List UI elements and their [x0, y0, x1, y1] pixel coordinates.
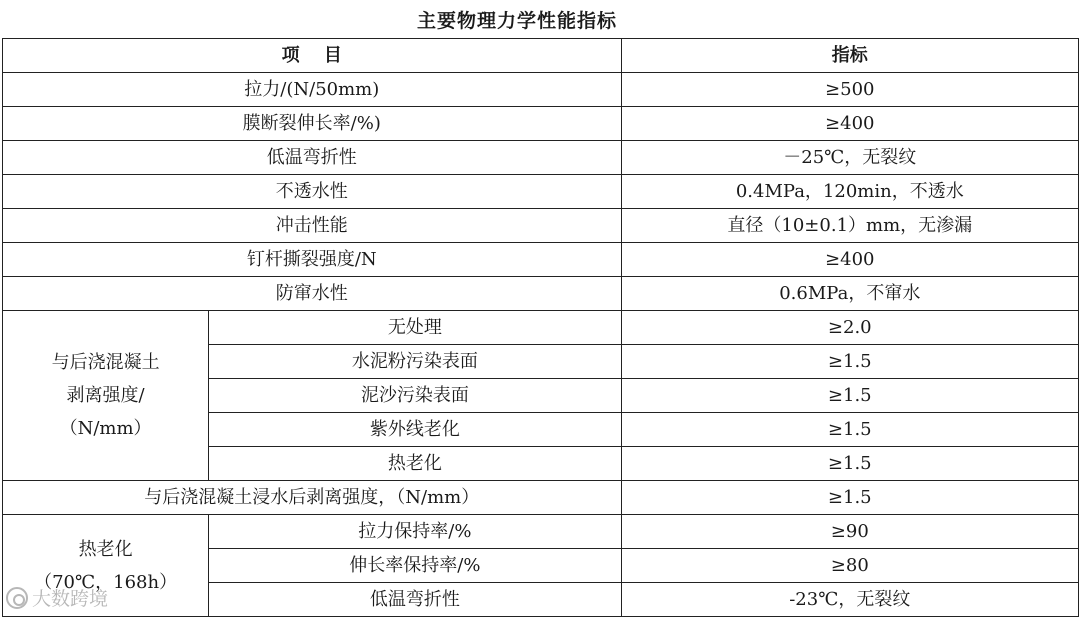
- table-row: [3, 515, 1079, 549]
- table-row: [3, 243, 1079, 277]
- row-item: 钉杆撕裂强度/N: [3, 243, 622, 277]
- row-value: ≥2.0: [621, 311, 1078, 345]
- row-item: 低温弯折性: [209, 583, 621, 617]
- watermark-text: 大数跨境: [32, 588, 109, 610]
- row-item: 水泥粉污染表面: [209, 345, 621, 379]
- performance-table: [2, 38, 1079, 617]
- row-value: -23℃，无裂纹: [621, 583, 1078, 617]
- row-value: ≥1.5: [621, 447, 1078, 481]
- logo-icon: [6, 587, 28, 609]
- row-value: ≥1.5: [621, 379, 1078, 413]
- row-item: 防窜水性: [3, 277, 622, 311]
- table-row: [3, 311, 1079, 345]
- header-item: 项 目: [3, 39, 622, 73]
- watermark: [6, 584, 108, 611]
- table-title: 主要物理力学性能指标: [416, 10, 617, 32]
- table-row: [3, 277, 1079, 311]
- row-value: ≥500: [621, 73, 1078, 107]
- row-value: ≥90: [621, 515, 1078, 549]
- row-value: ≥1.5: [621, 481, 1078, 515]
- row-item: 泥沙污染表面: [209, 379, 621, 413]
- row-value: 0.4MPa，120min，不透水: [621, 175, 1078, 209]
- row-value: －25℃，无裂纹: [621, 141, 1078, 175]
- table-row: [3, 209, 1079, 243]
- table-header-row: [3, 39, 1079, 73]
- row-item: 无处理: [209, 311, 621, 345]
- heat-label-line: 热老化: [78, 538, 133, 560]
- row-item: 拉力保持率/%: [209, 515, 621, 549]
- row-item: 伸长率保持率/%: [209, 549, 621, 583]
- peel-group-label: [3, 311, 209, 481]
- heat-label-line: （70℃，168h）: [34, 571, 178, 593]
- row-value: 直径（10±0.1）mm，无渗漏: [621, 209, 1078, 243]
- row-item: 与后浇混凝土浸水后剥离强度，（N/mm）: [3, 481, 622, 515]
- table-row: [3, 73, 1079, 107]
- row-item: 紫外线老化: [209, 413, 621, 447]
- table-row: [3, 175, 1079, 209]
- row-item: 低温弯折性: [3, 141, 622, 175]
- row-value: ≥1.5: [621, 413, 1078, 447]
- row-value: 0.6MPa，不窜水: [621, 277, 1078, 311]
- header-indicator: 指标: [621, 39, 1078, 73]
- table-row: [3, 481, 1079, 515]
- row-value: ≥1.5: [621, 345, 1078, 379]
- table-row: [3, 107, 1079, 141]
- row-item: 热老化: [209, 447, 621, 481]
- table-row: [3, 141, 1079, 175]
- peel-label-line: 与后浇混凝土: [51, 352, 160, 373]
- row-item: 不透水性: [3, 175, 622, 209]
- row-item: 膜断裂伸长率/%): [3, 107, 622, 141]
- row-value: ≥80: [621, 549, 1078, 583]
- row-value: ≥400: [621, 107, 1078, 141]
- row-item: 冲击性能: [3, 209, 622, 243]
- row-item: 拉力/(N/50mm): [3, 73, 622, 107]
- peel-label-line: 剥离强度/: [66, 385, 145, 406]
- peel-label-line: （N/mm）: [59, 418, 152, 439]
- row-value: ≥400: [621, 243, 1078, 277]
